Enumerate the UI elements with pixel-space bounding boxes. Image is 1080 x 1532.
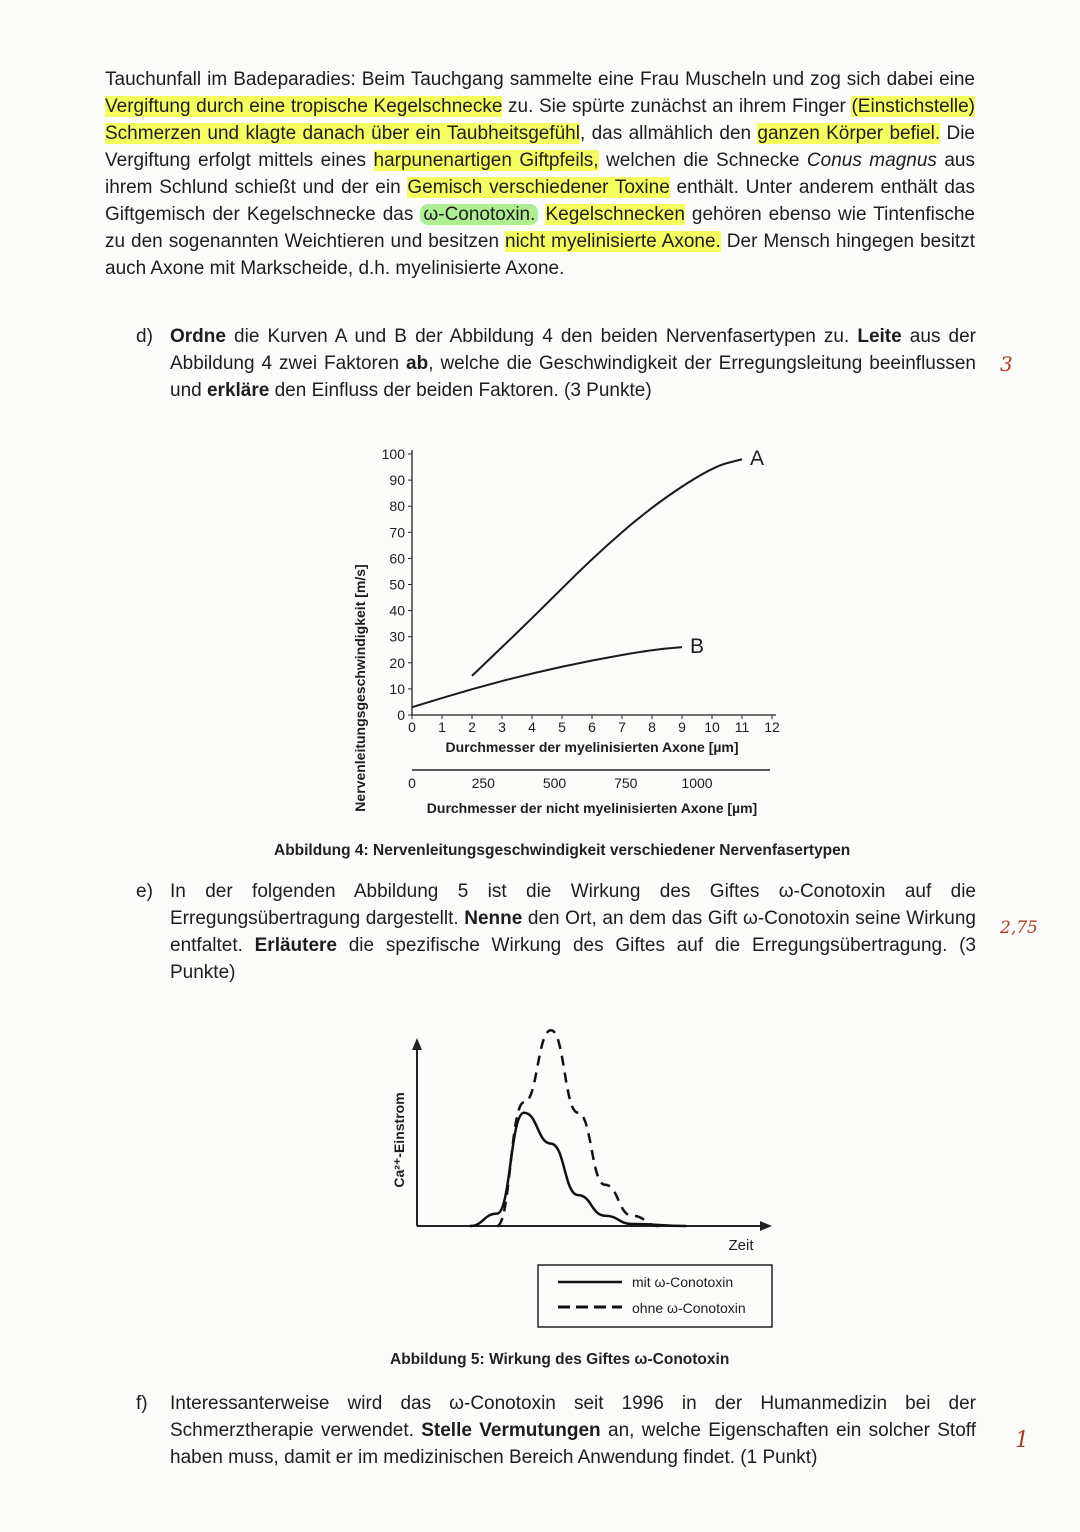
figure4-xtick-label-unmyelinated: 1000 <box>681 775 713 791</box>
margin-points-d: 3 <box>1000 352 1013 376</box>
figure4-xtick-label: 0 <box>408 719 416 735</box>
figure4-xtick-label: 8 <box>648 719 656 735</box>
figure4-xtick-label: 11 <box>734 719 750 735</box>
figure4-ytick-label: 40 <box>389 602 405 619</box>
figure4-xtick-label: 3 <box>498 719 506 735</box>
figure5-x-arrow <box>760 1221 772 1231</box>
figure4-series-B <box>412 647 682 707</box>
figure4-ytick-label: 80 <box>389 498 405 515</box>
figure5-chart <box>0 1010 1080 1350</box>
task-e: e) In der folgenden Abbildung 5 ist die Wirkung des Giftes ω-Conotoxin auf die Erregungsübertragung dargestellt. Nenne den Ort, an dem das Gift ω-Conotoxin seine Wirkung entfaltet. Erläutere die spezifische Wirkung des Giftes auf die Erregungsübertragung. (3 Punkte) <box>136 881 976 983</box>
legend-label-with-toxin: mit ω-Conotoxin <box>632 1274 734 1290</box>
figure4-xtick-label-unmyelinated: 500 <box>542 775 567 791</box>
figure4-ytick-label: 100 <box>381 446 405 462</box>
figure5-series <box>470 1030 686 1226</box>
figure4-ytick-label: 70 <box>389 524 405 541</box>
figure4-series-label-A: A <box>750 447 765 471</box>
figure4-xtick-label: 1 <box>438 719 446 735</box>
margin-points-e: 2,75 <box>1000 918 1038 938</box>
task-d: d) Ordne die Kurven A und B der Abbildung 4 den beiden Nervenfasertypen zu. Leite aus der Abbildung 4 zwei Faktoren ab, welche die Geschwindigkeit der Erregungsleitung beeinflussen und erkläre den Einfluss der beiden Faktoren. (3 Punkte) <box>136 326 976 401</box>
figure4-series-label-B: B <box>690 635 705 659</box>
figure4-xtick-label-unmyelinated: 0 <box>408 775 416 791</box>
figure4-ylabel: Nervenleitungsgeschwindigkeit [m/s] <box>352 564 368 812</box>
figure4-ytick-label: 0 <box>397 707 405 723</box>
figure4-xtick-label: 5 <box>558 719 566 735</box>
figure5-axes <box>412 1038 772 1231</box>
task-f: f) Interessanterweise wird das ω-Conotoxin seit 1996 in der Humanmedizin bei der Schmerztherapie verwendet. Stelle Vermutungen an, welche Eigenschaften ein solcher Stoff haben muss, damit er im medizinischen Bereich Anwendung findet. (1 Punkt) <box>136 1393 976 1468</box>
figure4-ytick-label: 10 <box>389 680 405 697</box>
figure5-series-with-toxin <box>470 1113 686 1226</box>
figure4-chart <box>0 430 1080 890</box>
figure4-series <box>412 447 764 707</box>
figure4-caption: Abbildung 4: Nervenleitungsgeschwindigkeit verschiedener Nervenfasertypen <box>274 842 851 859</box>
figure4-xtick-label: 9 <box>678 719 686 735</box>
figure4-xtick-label: 7 <box>618 719 626 735</box>
intro-paragraph: Tauchunfall im Badeparadies: Beim Tauchgang sammelte eine Frau Muscheln und zog sich dabei eine Vergiftung durch eine tropische Kegelschnecke zu. Sie spürte zunächst an ihrem Finger (Einstichstelle) Schmerzen und klagte danach über ein Taubheitsgefühl, das allmählich den ganzen Körper befiel. Die Vergiftung erfolgt mittels eines harpunenartigen Giftpfeils, welchen die Schnecke Conus magnus aus ihrem Schlund schießt und der ein Gemisch verschiedener Toxine enthält. Unter anderem enthält das Giftgemisch der Kegelschnecke das ω-Conotoxin. Kegelschnecken gehören ebenso wie Tintenfische zu den sogenannten Weichtieren und besitzen nicht myelinisierte Axone. Der Mensch hingegen besitzt auch Axone mit Markscheide, d.h. myelinisierte Axone. <box>105 69 976 279</box>
figure4-ytick-label: 20 <box>389 654 405 671</box>
margin-points-f: 1 <box>1015 1428 1029 1453</box>
figure5-caption: Abbildung 5: Wirkung des Giftes ω-Conotoxin <box>390 1351 730 1368</box>
figure4-ytick-label: 60 <box>389 550 405 567</box>
figure4-xtick-label: 4 <box>528 719 536 735</box>
figure5-series-without-toxin <box>497 1030 659 1226</box>
figure5-xlabel: Zeit <box>728 1237 754 1254</box>
figure4-xtick-label: 2 <box>468 719 476 735</box>
figure4-xlabel-myelinated: Durchmesser der myelinisierten Axone [µm] <box>445 739 739 755</box>
figure4-xlabel-unmyelinated: Durchmesser der nicht myelinisierten Axone [µm] <box>426 800 758 816</box>
figure4-xtick-label: 6 <box>588 719 596 735</box>
figure4-ytick-label: 50 <box>389 576 405 593</box>
figure5-y-arrow <box>412 1038 422 1050</box>
figure4-ytick-label: 90 <box>389 472 405 489</box>
figure4-ytick-label: 30 <box>389 628 405 645</box>
figure4-xtick-label: 10 <box>704 719 720 735</box>
figure4-xtick-label-unmyelinated: 750 <box>614 775 638 791</box>
figure4-xtick-label: 12 <box>764 719 780 735</box>
figure4-xtick-label-unmyelinated: 250 <box>471 775 495 791</box>
legend-label-without-toxin: ohne ω-Conotoxin <box>632 1300 746 1316</box>
figure5-ylabel: Ca²⁺-Einstrom <box>391 1092 407 1188</box>
